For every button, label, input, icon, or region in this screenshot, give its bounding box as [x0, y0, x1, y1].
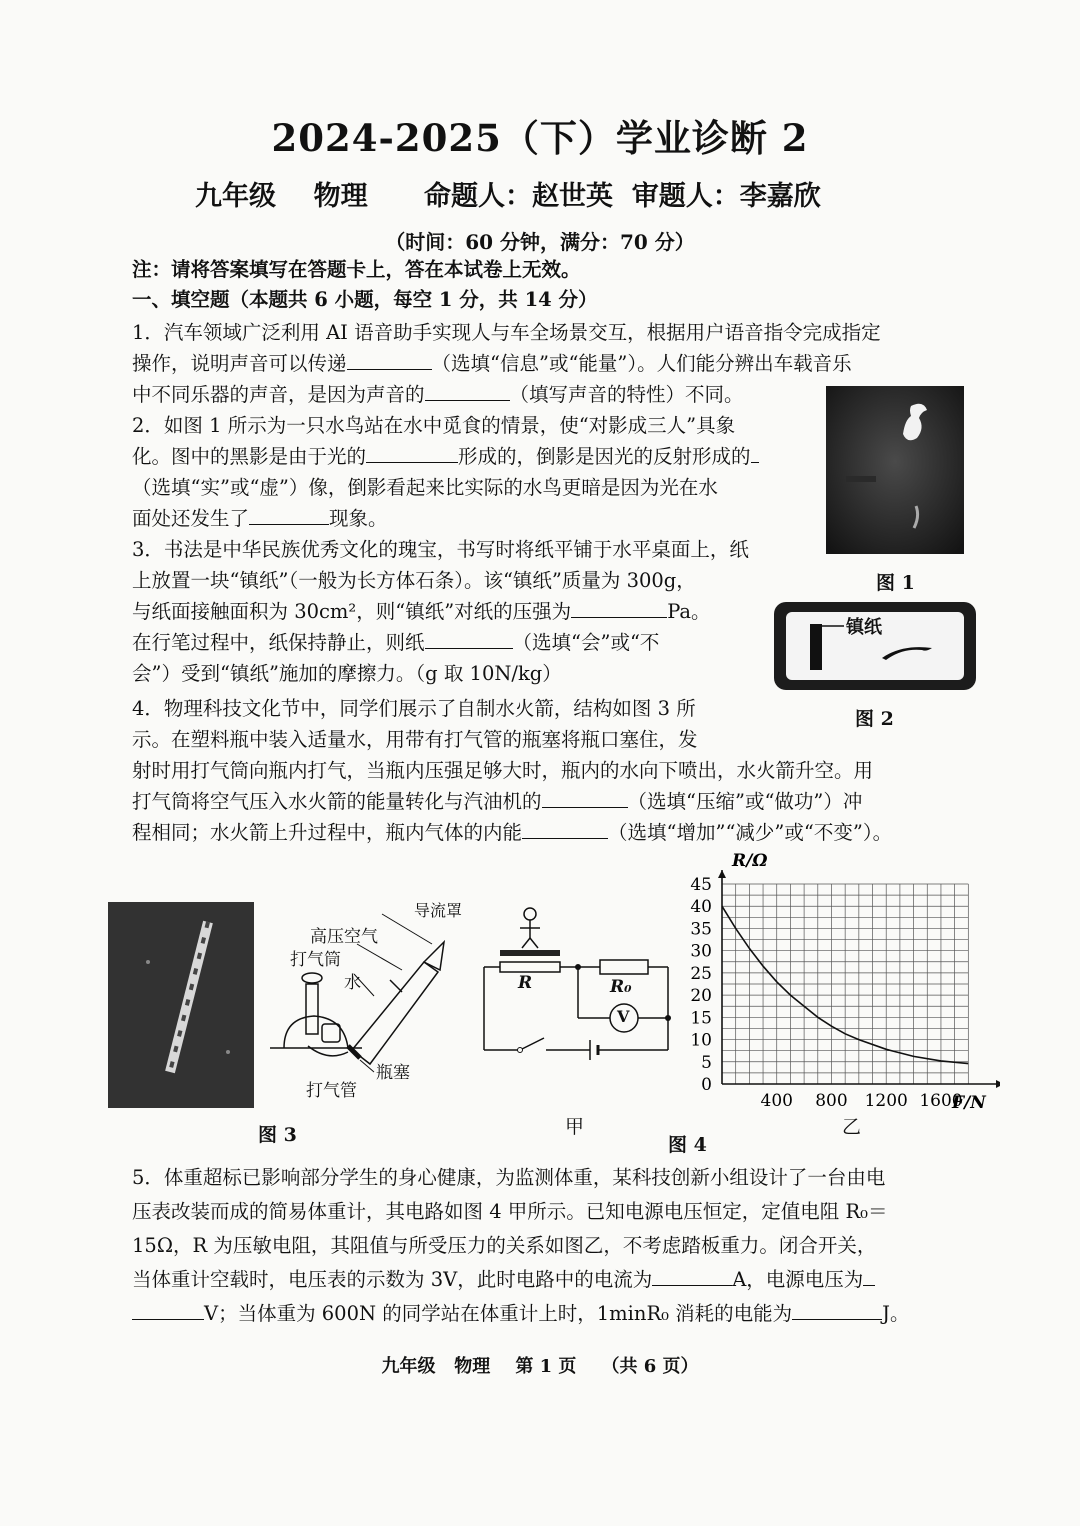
figure-4-yi: 乙 — [842, 1116, 862, 1138]
q4-line3: 射时用打气筒向瓶内打气，当瓶内压强足够大时，瓶内的水向下喷出，水火箭升空。用 — [132, 759, 874, 782]
label-guide: 导流罩 — [414, 901, 463, 920]
x-tick-label: 1200 — [864, 1091, 908, 1111]
figure-4-caption: 图 4 — [668, 1134, 707, 1156]
answer-blank[interactable] — [522, 820, 608, 839]
q2-line2: 化。图中的黑影是由于光的 形成的，倒影是因光的反射形成的 — [132, 442, 759, 472]
y-tick-label: 5 — [701, 1052, 712, 1073]
figure-4-jia: 甲 — [565, 1116, 585, 1138]
q1-line1: 1．汽车领域广泛利用 AI 语音助手实现人与车全场景交互，根据用户语音指令完成指定 — [132, 321, 881, 344]
q2-line3: （选填“实”或“虚”）像，倒影看起来比实际的水鸟更暗是因为光在水 — [132, 476, 718, 499]
y-axis-arrow — [718, 870, 726, 878]
figure-1-photo — [826, 386, 964, 554]
time-info: （时间：60 分钟，满分：70 分） — [385, 230, 695, 254]
q3-line5: 会”）受到“镇纸”施加的摩擦力。（g 取 10N/kg） — [132, 662, 562, 685]
figure-2-caption: 图 2 — [855, 708, 894, 730]
q4-line2: 示。在塑料瓶中装入适量水，用带有打气管的瓶塞将瓶口塞住，发 — [132, 728, 698, 751]
x-tick-label: 800 — [815, 1091, 848, 1111]
answer-blank[interactable] — [425, 630, 513, 649]
answer-blank[interactable] — [652, 1267, 732, 1286]
answer-blank[interactable] — [366, 444, 458, 463]
answer-blank[interactable] — [542, 789, 628, 808]
q5-line1: 5．体重超标已影响部分学生的身心健康，为监测体重，某科技创新小组设计了一台由电 — [132, 1166, 886, 1189]
y-tick-label: 45 — [690, 875, 712, 895]
chart-ylabel: R/Ω — [732, 851, 768, 871]
page-title: 2024-2025（下）学业诊断 2 — [271, 116, 809, 160]
label-water: 水 — [344, 973, 361, 993]
chart-xlabel: F/N — [952, 1093, 986, 1113]
voltmeter-label: V — [617, 1007, 630, 1026]
answer-blank[interactable] — [571, 599, 667, 618]
y-tick-label: 30 — [690, 941, 712, 962]
chart-ticks — [690, 875, 962, 1111]
label-R0: R₀ — [610, 977, 632, 997]
q4-line4: 打气筒将空气压入水火箭的能量转化与汽油机的 （选填“压缩”或“做功”）冲 — [132, 790, 863, 813]
figure-4-chart — [680, 848, 1000, 1118]
y-tick-label: 10 — [690, 1030, 712, 1051]
chart-grid — [722, 884, 968, 1084]
y-tick-label: 0 — [701, 1075, 712, 1095]
q2-line1: 2．如图 1 所示为一只水鸟站在水中觅食的情景，使“对影成三人”具象 — [132, 414, 736, 437]
q3-line2: 上放置一块“镇纸”（一般为长方体石条）。该“镇纸”质量为 300g， — [132, 569, 696, 592]
q5-line4: 当体重计空载时，电压表的示数为 3V，此时电路中的电流为 A，电源电压为 — [132, 1265, 875, 1295]
q3-line4: 在行笔过程中，纸保持静止，则纸 （选填“会”或“不 — [132, 631, 660, 654]
y-tick-label: 15 — [690, 1008, 712, 1029]
answer-blank[interactable] — [425, 382, 510, 401]
figure-3-caption: 图 3 — [258, 1124, 297, 1146]
page-footer: 九年级 物理 第 1 页 （共 6 页） — [381, 1356, 699, 1377]
answer-blank[interactable] — [132, 1301, 204, 1320]
q4-line5: 程相同；水火箭上升过程中，瓶内气体的内能 （选填“增加”“减少”或“不变”）。 — [132, 821, 893, 844]
label-R: R — [518, 973, 533, 993]
y-tick-label: 40 — [690, 897, 712, 918]
label-tube: 打气管 — [306, 1081, 357, 1101]
page-subtitle: 九年级 物理 命题人：赵世英 审题人：李嘉欣 — [195, 181, 821, 212]
answer-blank[interactable] — [792, 1301, 882, 1320]
q4-line1: 4．物理科技文化节中，同学们展示了自制水火箭，结构如图 3 所 — [132, 697, 696, 720]
y-tick-label: 20 — [690, 986, 712, 1007]
figure-1-caption: 图 1 — [876, 572, 915, 594]
q2-line4: 面处还发生了 现象。 — [132, 507, 388, 530]
answer-blank[interactable] — [751, 444, 759, 463]
y-tick-label: 35 — [690, 919, 712, 940]
figure-2-label: 镇纸 — [846, 617, 882, 638]
x-tick-label: 1600 — [919, 1091, 963, 1111]
figure-4-circuit — [472, 900, 682, 1070]
figure-3-photo — [108, 902, 254, 1108]
x-axis-arrow — [996, 1080, 1000, 1088]
label-air: 高压空气 — [310, 927, 378, 947]
q1-line2: 操作，说明声音可以传递 （选填“信息”或“能量”）。人们能分辨出车载音乐 — [132, 352, 852, 375]
label-pump: 打气筒 — [290, 950, 341, 970]
exam-note: 注：请将答案填写在答题卡上，答在本试卷上无效。 — [132, 258, 581, 281]
q5-line2: 压表改装而成的简易体重计，其电路如图 4 甲所示。已知电源电压恒定，定值电阻 R₀＝ — [132, 1200, 888, 1223]
label-stopper: 瓶塞 — [376, 1063, 410, 1083]
answer-blank[interactable] — [863, 1267, 875, 1286]
q1-line3: 中不同乐器的声音，是因为声音的 （填写声音的特性）不同。 — [132, 383, 744, 406]
answer-blank[interactable] — [347, 351, 432, 370]
answer-blank[interactable] — [249, 506, 329, 525]
q3-line1: 3．书法是中华民族优秀文化的瑰宝，书写时将纸平铺于水平桌面上，纸 — [132, 538, 749, 561]
section-title: 一、填空题（本题共 6 小题，每空 1 分，共 14 分） — [132, 288, 598, 311]
q5-line3: 15Ω，R 为压敏电阻，其阻值与所受压力的关系如图乙，不考虑踏板重力。闭合开关， — [132, 1234, 877, 1257]
x-tick-label: 400 — [760, 1091, 793, 1111]
q5-line5: V；当体重为 600N 的同学站在体重计上时，1minR₀ 消耗的电能为 J。 — [132, 1299, 909, 1329]
q3-line3: 与纸面接触面积为 30cm²，则“镇纸”对纸的压强为 Pa。 — [132, 600, 711, 623]
y-tick-label: 25 — [690, 963, 712, 984]
